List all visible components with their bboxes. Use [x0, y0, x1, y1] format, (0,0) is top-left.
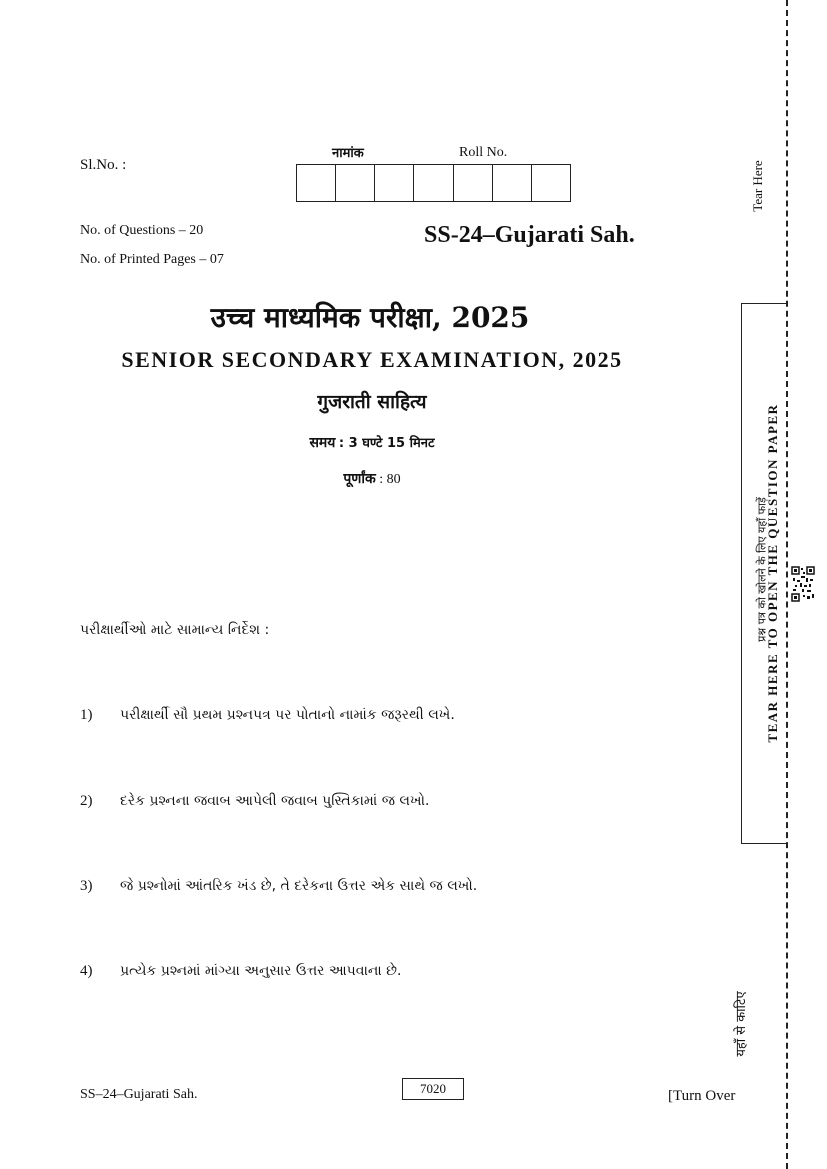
number-of-questions: No. of Questions – 20: [80, 223, 204, 238]
instruction-item: [80, 878, 477, 895]
instruction-text: પ્રત્યેક પ્રશ્નમાં માંગ્યા અનુસાર ઉત્તર આપવાના છે.: [120, 963, 402, 979]
roll-digit-box: [414, 165, 453, 201]
roll-number-label-hindi: नामांक: [332, 146, 364, 161]
instruction-item: [80, 793, 429, 810]
qr-code-icon: [791, 566, 815, 602]
marks-label: पूर्णांक: [343, 471, 376, 487]
cut-here-label: यहाँ से काटिए: [734, 991, 749, 1057]
instruction-item: [80, 707, 455, 724]
marks-value: : 80: [379, 472, 401, 487]
instruction-number: 4): [80, 963, 93, 979]
roll-number-boxes: [296, 164, 571, 202]
instructions-heading: પરીક્ષાર્થીઓ માટે સામાન્ય નિર્દેશ :: [80, 622, 270, 638]
exam-duration: [0, 433, 744, 452]
instruction-text: દરેક પ્રશ્નના જવાબ આપેલી જવાબ પુસ્તિકામાં જ લખો.: [120, 793, 430, 809]
paper-code: SS-24–Gujarati Sah.: [424, 222, 635, 248]
max-marks: [0, 469, 744, 488]
roll-number-label: Roll No.: [459, 145, 508, 160]
instruction-number: 1): [80, 707, 93, 723]
footer-paper-code: SS–24–Gujarati Sah.: [80, 1087, 198, 1102]
roll-digit-box: [493, 165, 532, 201]
subject-title: गुजराती साहित्य: [317, 391, 427, 413]
time-value: : 3 घण्टे 15 मिनट: [338, 436, 435, 451]
roll-digit-box: [375, 165, 414, 201]
exam-title-hindi: उच्च माध्यमिक परीक्षा, 2025: [210, 301, 530, 334]
instruction-number: 3): [80, 878, 93, 894]
exam-title-english: SENIOR SECONDARY EXAMINATION, 2025: [121, 347, 623, 372]
footer-code-box: 7020: [402, 1078, 464, 1100]
tear-instruction-english: TEAR HERE TO OPEN THE QUESTION PAPER: [765, 403, 780, 743]
roll-digit-box: [336, 165, 375, 201]
instruction-item: [80, 963, 401, 980]
serial-number-label: Sl.No. :: [80, 157, 127, 173]
instruction-number: 2): [80, 793, 93, 809]
roll-digit-box: [532, 165, 570, 201]
tear-here-label: Tear Here: [750, 160, 765, 212]
instruction-text: પરીક્ષાર્થી સૌ પ્રથમ પ્રશ્નપત્ર પર પોતાનો નામાંક જરૂરથી લખે.: [120, 707, 455, 723]
roll-digit-box: [454, 165, 493, 201]
roll-digit-box: [297, 165, 336, 201]
time-label: समय: [309, 435, 336, 451]
instruction-text: જે પ્રશ્નોમાં આંતરિક ખંડ છે, તે દરેકના ઉત્તર એક સાથે જ લખો.: [120, 878, 478, 894]
number-of-printed-pages: No. of Printed Pages – 07: [80, 252, 224, 267]
turn-over-label: [Turn Over: [668, 1088, 736, 1104]
tear-instruction-hindi: प्रश्न पत्र को खोलने के लिए यहाँ फाड़ें: [755, 497, 769, 642]
